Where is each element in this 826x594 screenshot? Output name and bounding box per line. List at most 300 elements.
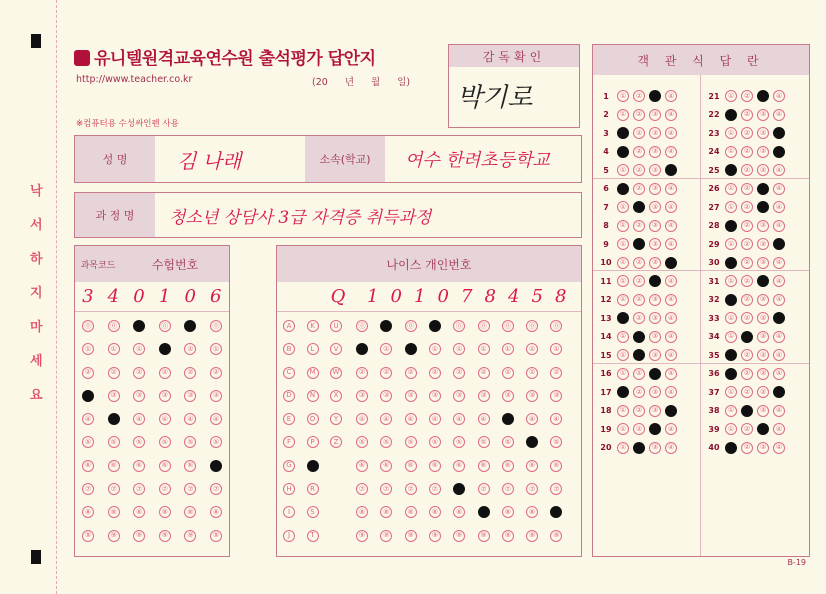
neis-digit-bubble[interactable]: ①: [356, 343, 368, 355]
answer-bubble[interactable]: ①: [617, 368, 629, 380]
answer-bubble[interactable]: ③: [757, 201, 769, 213]
exam-digit-bubble[interactable]: ③: [184, 390, 196, 402]
exam-digit-bubble[interactable]: ②: [159, 367, 171, 379]
answer-bubble[interactable]: ④: [773, 442, 785, 454]
neis-digit-bubble[interactable]: ②: [526, 367, 538, 379]
neis-digit-bubble[interactable]: ⑧: [356, 506, 368, 518]
neis-letter-bubble[interactable]: N: [307, 390, 319, 402]
exam-digit-bubble[interactable]: ⑦: [82, 483, 94, 495]
answer-bubble[interactable]: ②: [633, 294, 645, 306]
exam-digit-bubble[interactable]: ②: [133, 367, 145, 379]
answer-bubble[interactable]: ④: [665, 312, 677, 324]
neis-digit-bubble[interactable]: ⑧: [502, 506, 514, 518]
exam-digit-bubble[interactable]: ⑤: [108, 436, 120, 448]
exam-digit-bubble[interactable]: ⑤: [184, 436, 196, 448]
answer-bubble[interactable]: ②: [633, 238, 645, 250]
neis-digit-bubble[interactable]: ⑤: [356, 436, 368, 448]
answer-bubble[interactable]: ①: [725, 368, 737, 380]
exam-digit-bubble[interactable]: ①: [108, 343, 120, 355]
neis-digit-bubble[interactable]: ⑥: [429, 460, 441, 472]
answer-bubble[interactable]: ③: [649, 201, 661, 213]
answer-bubble[interactable]: ④: [665, 183, 677, 195]
neis-digit-bubble[interactable]: ①: [478, 343, 490, 355]
answer-bubble[interactable]: ②: [741, 127, 753, 139]
exam-digit-bubble[interactable]: ⑧: [184, 506, 196, 518]
answer-bubble[interactable]: ②: [741, 183, 753, 195]
answer-bubble[interactable]: ②: [741, 164, 753, 176]
answer-bubble[interactable]: ③: [757, 109, 769, 121]
exam-digit-bubble[interactable]: ⑧: [210, 506, 222, 518]
exam-digit-bubble[interactable]: ⑦: [210, 483, 222, 495]
exam-digit-bubble[interactable]: ④: [82, 413, 94, 425]
answer-bubble[interactable]: ③: [649, 109, 661, 121]
answer-bubble[interactable]: ②: [741, 257, 753, 269]
exam-digit-bubble[interactable]: ⓪: [184, 320, 196, 332]
exam-digit-bubble[interactable]: ⓪: [210, 320, 222, 332]
answer-bubble[interactable]: ①: [725, 257, 737, 269]
exam-digit-bubble[interactable]: ④: [159, 413, 171, 425]
answer-bubble[interactable]: ④: [773, 220, 785, 232]
answer-bubble[interactable]: ①: [725, 201, 737, 213]
answer-bubble[interactable]: ①: [725, 294, 737, 306]
answer-bubble[interactable]: ①: [617, 257, 629, 269]
answer-bubble[interactable]: ①: [725, 349, 737, 361]
neis-digit-bubble[interactable]: ⑤: [380, 436, 392, 448]
neis-digit-bubble[interactable]: ⑦: [429, 483, 441, 495]
affiliation-field[interactable]: 여수 한려초등학교: [405, 150, 550, 171]
neis-digit-bubble[interactable]: ⑦: [502, 483, 514, 495]
neis-digit-bubble[interactable]: ④: [453, 413, 465, 425]
neis-letter-bubble[interactable]: O: [307, 413, 319, 425]
neis-digit-bubble[interactable]: ②: [478, 367, 490, 379]
answer-bubble[interactable]: ②: [633, 405, 645, 417]
answer-bubble[interactable]: ④: [773, 127, 785, 139]
answer-bubble[interactable]: ②: [633, 164, 645, 176]
exam-digit-bubble[interactable]: ⑦: [108, 483, 120, 495]
answer-bubble[interactable]: ③: [649, 164, 661, 176]
answer-bubble[interactable]: ②: [741, 423, 753, 435]
exam-digit-bubble[interactable]: ④: [184, 413, 196, 425]
neis-digit-bubble[interactable]: ⑨: [502, 530, 514, 542]
neis-digit-bubble[interactable]: ⑨: [478, 530, 490, 542]
neis-digit-bubble[interactable]: ①: [405, 343, 417, 355]
neis-digit-bubble[interactable]: ①: [380, 343, 392, 355]
exam-digit-bubble[interactable]: ⑥: [133, 460, 145, 472]
neis-digit-bubble[interactable]: ①: [502, 343, 514, 355]
neis-letter-bubble[interactable]: D: [283, 390, 295, 402]
answer-bubble[interactable]: ①: [725, 109, 737, 121]
answer-bubble[interactable]: ③: [649, 146, 661, 158]
answer-bubble[interactable]: ③: [649, 90, 661, 102]
answer-bubble[interactable]: ④: [665, 201, 677, 213]
neis-digit-bubble[interactable]: ⑤: [526, 436, 538, 448]
neis-digit-bubble[interactable]: ②: [405, 367, 417, 379]
answer-bubble[interactable]: ③: [757, 183, 769, 195]
neis-letter-bubble[interactable]: R: [307, 483, 319, 495]
exam-digit-bubble[interactable]: ②: [108, 367, 120, 379]
answer-bubble[interactable]: ③: [649, 423, 661, 435]
neis-digit-bubble[interactable]: ⑥: [526, 460, 538, 472]
exam-digit-bubble[interactable]: ⑨: [133, 530, 145, 542]
answer-bubble[interactable]: ③: [649, 312, 661, 324]
answer-bubble[interactable]: ③: [649, 127, 661, 139]
exam-digit-bubble[interactable]: ⓪: [108, 320, 120, 332]
neis-letter-bubble[interactable]: J: [283, 530, 295, 542]
answer-bubble[interactable]: ②: [633, 183, 645, 195]
neis-digit-bubble[interactable]: ③: [478, 390, 490, 402]
answer-bubble[interactable]: ③: [649, 442, 661, 454]
neis-letter-bubble[interactable]: W: [330, 367, 342, 379]
exam-digit-bubble[interactable]: ⑥: [159, 460, 171, 472]
exam-digit-bubble[interactable]: ⑨: [184, 530, 196, 542]
neis-digit-bubble[interactable]: ⑨: [356, 530, 368, 542]
neis-digit-bubble[interactable]: ③: [405, 390, 417, 402]
answer-bubble[interactable]: ②: [633, 220, 645, 232]
neis-digit-bubble[interactable]: ③: [356, 390, 368, 402]
neis-digit-bubble[interactable]: ⓪: [405, 320, 417, 332]
neis-digit-bubble[interactable]: ④: [405, 413, 417, 425]
answer-bubble[interactable]: ④: [665, 294, 677, 306]
exam-digit-bubble[interactable]: ⑤: [82, 436, 94, 448]
neis-digit-bubble[interactable]: ⑨: [429, 530, 441, 542]
answer-bubble[interactable]: ②: [741, 146, 753, 158]
neis-digit-bubble[interactable]: ④: [356, 413, 368, 425]
answer-bubble[interactable]: ④: [773, 257, 785, 269]
answer-bubble[interactable]: ③: [757, 386, 769, 398]
answer-bubble[interactable]: ③: [757, 312, 769, 324]
answer-bubble[interactable]: ①: [725, 423, 737, 435]
neis-digit-bubble[interactable]: ⑤: [478, 436, 490, 448]
answer-bubble[interactable]: ④: [665, 349, 677, 361]
answer-bubble[interactable]: ①: [725, 238, 737, 250]
neis-letter-bubble[interactable]: Y: [330, 413, 342, 425]
answer-bubble[interactable]: ②: [741, 90, 753, 102]
answer-bubble[interactable]: ②: [633, 127, 645, 139]
answer-bubble[interactable]: ①: [617, 220, 629, 232]
neis-digit-bubble[interactable]: ⓪: [526, 320, 538, 332]
answer-bubble[interactable]: ①: [725, 146, 737, 158]
neis-digit-bubble[interactable]: ⑨: [550, 530, 562, 542]
exam-digit-bubble[interactable]: ⑥: [82, 460, 94, 472]
answer-bubble[interactable]: ①: [617, 127, 629, 139]
answer-bubble[interactable]: ③: [649, 368, 661, 380]
answer-bubble[interactable]: ④: [773, 183, 785, 195]
neis-digit-bubble[interactable]: ⓪: [453, 320, 465, 332]
answer-bubble[interactable]: ③: [649, 294, 661, 306]
neis-letter-bubble[interactable]: X: [330, 390, 342, 402]
answer-bubble[interactable]: ③: [757, 294, 769, 306]
answer-bubble[interactable]: ②: [633, 146, 645, 158]
answer-bubble[interactable]: ②: [633, 442, 645, 454]
exam-digit-bubble[interactable]: ⑥: [108, 460, 120, 472]
answer-bubble[interactable]: ①: [617, 386, 629, 398]
neis-letter-bubble[interactable]: A: [283, 320, 295, 332]
answer-bubble[interactable]: ②: [741, 349, 753, 361]
neis-digit-bubble[interactable]: ⑥: [453, 460, 465, 472]
answer-bubble[interactable]: ③: [757, 405, 769, 417]
answer-bubble[interactable]: ④: [773, 109, 785, 121]
exam-digit-bubble[interactable]: ⑦: [159, 483, 171, 495]
answer-bubble[interactable]: ④: [665, 146, 677, 158]
answer-bubble[interactable]: ④: [665, 109, 677, 121]
answer-bubble[interactable]: ④: [773, 386, 785, 398]
neis-digit-bubble[interactable]: ⑤: [453, 436, 465, 448]
answer-bubble[interactable]: ②: [741, 386, 753, 398]
answer-bubble[interactable]: ④: [773, 275, 785, 287]
neis-digit-bubble[interactable]: ④: [429, 413, 441, 425]
exam-digit-bubble[interactable]: ⑨: [210, 530, 222, 542]
exam-digit-bubble[interactable]: ⓪: [82, 320, 94, 332]
answer-bubble[interactable]: ③: [649, 275, 661, 287]
neis-digit-bubble[interactable]: ③: [526, 390, 538, 402]
neis-letter-bubble[interactable]: L: [307, 343, 319, 355]
answer-bubble[interactable]: ④: [773, 349, 785, 361]
answer-bubble[interactable]: ③: [649, 386, 661, 398]
answer-bubble[interactable]: ③: [757, 146, 769, 158]
answer-bubble[interactable]: ①: [725, 386, 737, 398]
exam-digit-bubble[interactable]: ⑨: [159, 530, 171, 542]
neis-digit-bubble[interactable]: ⑥: [478, 460, 490, 472]
answer-bubble[interactable]: ③: [649, 183, 661, 195]
answer-bubble[interactable]: ④: [665, 442, 677, 454]
neis-digit-bubble[interactable]: ③: [453, 390, 465, 402]
neis-digit-bubble[interactable]: ⑦: [550, 483, 562, 495]
answer-bubble[interactable]: ③: [757, 220, 769, 232]
answer-bubble[interactable]: ②: [633, 275, 645, 287]
exam-digit-bubble[interactable]: ③: [159, 390, 171, 402]
answer-bubble[interactable]: ④: [773, 312, 785, 324]
neis-digit-bubble[interactable]: ⑦: [380, 483, 392, 495]
neis-letter-bubble[interactable]: U: [330, 320, 342, 332]
neis-digit-bubble[interactable]: ⓪: [429, 320, 441, 332]
answer-bubble[interactable]: ④: [665, 164, 677, 176]
exam-digit-bubble[interactable]: ⑤: [159, 436, 171, 448]
neis-digit-bubble[interactable]: ②: [502, 367, 514, 379]
neis-digit-bubble[interactable]: ④: [380, 413, 392, 425]
neis-letter-bubble[interactable]: T: [307, 530, 319, 542]
neis-digit-bubble[interactable]: ⑥: [502, 460, 514, 472]
answer-bubble[interactable]: ①: [617, 146, 629, 158]
exam-digit-bubble[interactable]: ①: [133, 343, 145, 355]
answer-bubble[interactable]: ①: [617, 90, 629, 102]
answer-bubble[interactable]: ③: [757, 164, 769, 176]
exam-digit-bubble[interactable]: ⑨: [108, 530, 120, 542]
answer-bubble[interactable]: ①: [617, 183, 629, 195]
exam-digit-bubble[interactable]: ⑧: [159, 506, 171, 518]
answer-bubble[interactable]: ①: [617, 349, 629, 361]
exam-digit-bubble[interactable]: ⑥: [210, 460, 222, 472]
answer-bubble[interactable]: ④: [665, 386, 677, 398]
exam-digit-bubble[interactable]: ⓪: [159, 320, 171, 332]
neis-digit-bubble[interactable]: ⑦: [478, 483, 490, 495]
answer-bubble[interactable]: ①: [617, 164, 629, 176]
exam-digit-bubble[interactable]: ③: [133, 390, 145, 402]
answer-bubble[interactable]: ①: [617, 238, 629, 250]
neis-letter-bubble[interactable]: S: [307, 506, 319, 518]
exam-digit-bubble[interactable]: ⑨: [82, 530, 94, 542]
neis-letter-bubble[interactable]: Q: [307, 460, 319, 472]
answer-bubble[interactable]: ①: [725, 442, 737, 454]
neis-digit-bubble[interactable]: ⑨: [380, 530, 392, 542]
exam-digit-bubble[interactable]: ⑦: [184, 483, 196, 495]
neis-letter-bubble[interactable]: Z: [330, 436, 342, 448]
exam-digit-bubble[interactable]: ①: [159, 343, 171, 355]
neis-letter-bubble[interactable]: H: [283, 483, 295, 495]
answer-bubble[interactable]: ①: [617, 109, 629, 121]
answer-bubble[interactable]: ①: [725, 220, 737, 232]
exam-digit-bubble[interactable]: ③: [210, 390, 222, 402]
neis-digit-bubble[interactable]: ⑧: [380, 506, 392, 518]
answer-bubble[interactable]: ①: [617, 201, 629, 213]
answer-bubble[interactable]: ①: [725, 331, 737, 343]
exam-digit-bubble[interactable]: ⓪: [133, 320, 145, 332]
answer-bubble[interactable]: ①: [617, 275, 629, 287]
answer-bubble[interactable]: ④: [773, 294, 785, 306]
neis-digit-bubble[interactable]: ⑤: [502, 436, 514, 448]
neis-digit-bubble[interactable]: ⑦: [405, 483, 417, 495]
neis-digit-bubble[interactable]: ⓪: [478, 320, 490, 332]
exam-digit-bubble[interactable]: ①: [210, 343, 222, 355]
exam-digit-bubble[interactable]: ⑧: [82, 506, 94, 518]
answer-bubble[interactable]: ④: [665, 257, 677, 269]
answer-bubble[interactable]: ②: [741, 201, 753, 213]
answer-bubble[interactable]: ②: [633, 349, 645, 361]
neis-letter-bubble[interactable]: V: [330, 343, 342, 355]
neis-digit-bubble[interactable]: ⑧: [550, 506, 562, 518]
neis-digit-bubble[interactable]: ⑧: [453, 506, 465, 518]
answer-bubble[interactable]: ③: [757, 349, 769, 361]
neis-digit-bubble[interactable]: ②: [380, 367, 392, 379]
answer-bubble[interactable]: ②: [633, 90, 645, 102]
neis-digit-bubble[interactable]: ①: [526, 343, 538, 355]
exam-digit-bubble[interactable]: ⑧: [108, 506, 120, 518]
answer-bubble[interactable]: ④: [773, 164, 785, 176]
answer-bubble[interactable]: ②: [741, 109, 753, 121]
neis-digit-bubble[interactable]: ⑥: [405, 460, 417, 472]
answer-bubble[interactable]: ②: [633, 423, 645, 435]
answer-bubble[interactable]: ①: [725, 405, 737, 417]
neis-letter-bubble[interactable]: I: [283, 506, 295, 518]
neis-digit-bubble[interactable]: ⑨: [453, 530, 465, 542]
answer-bubble[interactable]: ④: [665, 238, 677, 250]
answer-bubble[interactable]: ②: [741, 331, 753, 343]
answer-bubble[interactable]: ②: [741, 294, 753, 306]
answer-bubble[interactable]: ④: [773, 146, 785, 158]
course-field[interactable]: 청소년 상담사 3급 자격증 취득과정: [169, 207, 432, 228]
neis-digit-bubble[interactable]: ②: [356, 367, 368, 379]
neis-letter-bubble[interactable]: K: [307, 320, 319, 332]
neis-digit-bubble[interactable]: ⓪: [502, 320, 514, 332]
answer-bubble[interactable]: ①: [617, 423, 629, 435]
neis-digit-bubble[interactable]: ⓪: [356, 320, 368, 332]
answer-bubble[interactable]: ③: [757, 368, 769, 380]
answer-bubble[interactable]: ③: [757, 275, 769, 287]
neis-digit-bubble[interactable]: ③: [380, 390, 392, 402]
exam-digit-bubble[interactable]: ⑥: [184, 460, 196, 472]
answer-bubble[interactable]: ④: [665, 275, 677, 287]
answer-bubble[interactable]: ④: [773, 331, 785, 343]
answer-bubble[interactable]: ①: [725, 312, 737, 324]
answer-bubble[interactable]: ②: [741, 368, 753, 380]
neis-digit-bubble[interactable]: ⑧: [405, 506, 417, 518]
answer-bubble[interactable]: ②: [633, 201, 645, 213]
neis-digit-bubble[interactable]: ⑧: [526, 506, 538, 518]
neis-digit-bubble[interactable]: ⑧: [478, 506, 490, 518]
exam-digit-bubble[interactable]: ①: [184, 343, 196, 355]
answer-bubble[interactable]: ④: [773, 423, 785, 435]
answer-bubble[interactable]: ①: [617, 312, 629, 324]
name-field[interactable]: 김 나래: [177, 148, 242, 173]
answer-bubble[interactable]: ③: [649, 349, 661, 361]
answer-bubble[interactable]: ③: [649, 331, 661, 343]
neis-digit-bubble[interactable]: ③: [502, 390, 514, 402]
answer-bubble[interactable]: ②: [741, 312, 753, 324]
answer-bubble[interactable]: ③: [649, 405, 661, 417]
neis-letter-bubble[interactable]: G: [283, 460, 295, 472]
answer-bubble[interactable]: ②: [741, 442, 753, 454]
neis-digit-bubble[interactable]: ⑦: [526, 483, 538, 495]
answer-bubble[interactable]: ③: [757, 238, 769, 250]
answer-bubble[interactable]: ③: [649, 257, 661, 269]
answer-bubble[interactable]: ④: [773, 405, 785, 417]
answer-bubble[interactable]: ④: [665, 423, 677, 435]
exam-digit-bubble[interactable]: ⑤: [210, 436, 222, 448]
neis-letter-bubble[interactable]: B: [283, 343, 295, 355]
neis-digit-bubble[interactable]: ⑥: [550, 460, 562, 472]
answer-bubble[interactable]: ①: [725, 164, 737, 176]
answer-bubble[interactable]: ①: [725, 90, 737, 102]
answer-bubble[interactable]: ①: [617, 405, 629, 417]
answer-bubble[interactable]: ④: [773, 201, 785, 213]
neis-digit-bubble[interactable]: ①: [453, 343, 465, 355]
neis-letter-bubble[interactable]: C: [283, 367, 295, 379]
answer-bubble[interactable]: ①: [617, 442, 629, 454]
answer-bubble[interactable]: ②: [633, 109, 645, 121]
neis-digit-bubble[interactable]: ①: [429, 343, 441, 355]
neis-digit-bubble[interactable]: ⑥: [356, 460, 368, 472]
answer-bubble[interactable]: ③: [757, 127, 769, 139]
exam-digit-bubble[interactable]: ⑦: [133, 483, 145, 495]
answer-bubble[interactable]: ①: [725, 127, 737, 139]
answer-bubble[interactable]: ③: [757, 423, 769, 435]
answer-bubble[interactable]: ②: [633, 368, 645, 380]
answer-bubble[interactable]: ②: [741, 220, 753, 232]
answer-bubble[interactable]: ③: [757, 257, 769, 269]
neis-digit-bubble[interactable]: ⑥: [380, 460, 392, 472]
neis-digit-bubble[interactable]: ⑨: [526, 530, 538, 542]
neis-letter-bubble[interactable]: P: [307, 436, 319, 448]
neis-digit-bubble[interactable]: ①: [550, 343, 562, 355]
answer-bubble[interactable]: ④: [665, 127, 677, 139]
exam-digit-bubble[interactable]: ①: [82, 343, 94, 355]
answer-bubble[interactable]: ④: [665, 220, 677, 232]
exam-digit-bubble[interactable]: ⑤: [133, 436, 145, 448]
answer-bubble[interactable]: ②: [741, 405, 753, 417]
neis-digit-bubble[interactable]: ③: [550, 390, 562, 402]
answer-bubble[interactable]: ②: [741, 275, 753, 287]
answer-bubble[interactable]: ②: [633, 257, 645, 269]
answer-bubble[interactable]: ③: [757, 90, 769, 102]
answer-bubble[interactable]: ①: [617, 331, 629, 343]
neis-digit-bubble[interactable]: ⑤: [405, 436, 417, 448]
answer-bubble[interactable]: ④: [665, 405, 677, 417]
neis-digit-bubble[interactable]: ④: [478, 413, 490, 425]
neis-digit-bubble[interactable]: ⑦: [356, 483, 368, 495]
exam-digit-bubble[interactable]: ④: [210, 413, 222, 425]
neis-digit-bubble[interactable]: ②: [453, 367, 465, 379]
neis-digit-bubble[interactable]: ⑦: [453, 483, 465, 495]
answer-bubble[interactable]: ③: [757, 442, 769, 454]
